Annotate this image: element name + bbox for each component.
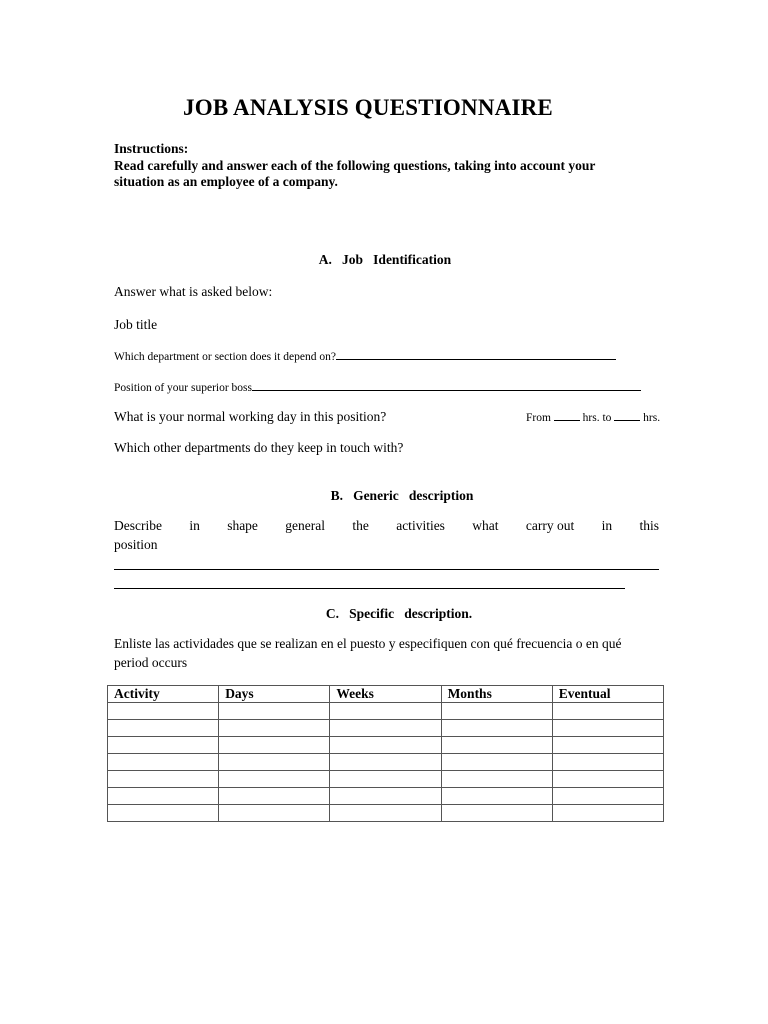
table-cell[interactable] <box>441 720 552 737</box>
table-cell[interactable] <box>108 737 219 754</box>
prompt-word: this <box>639 518 659 533</box>
generic-description-prompt-end: position <box>114 537 158 552</box>
section-a-heading: A. Job Identification <box>318 252 452 267</box>
table-row <box>108 788 664 805</box>
department-answer-field[interactable] <box>336 347 616 360</box>
table-cell[interactable] <box>330 771 441 788</box>
instructions-block <box>114 141 634 191</box>
table-cell[interactable] <box>108 788 219 805</box>
header-days: Days <box>219 686 330 703</box>
table-cell[interactable] <box>108 805 219 822</box>
page-title: JOB ANALYSIS QUESTIONNAIRE <box>183 95 553 120</box>
table-cell[interactable] <box>219 754 330 771</box>
table-cell[interactable] <box>552 737 663 754</box>
hours-end-label: hrs. <box>643 412 661 424</box>
table-row <box>108 754 664 771</box>
superior-question <box>114 378 641 394</box>
table-row <box>108 703 664 720</box>
prompt-word: the <box>352 518 369 533</box>
table-cell[interactable] <box>108 771 219 788</box>
instructions-text: Read carefully and answer each of the following questions, taking into account your situation as an employee of a company. <box>114 157 596 189</box>
table-row <box>108 805 664 822</box>
table-row <box>108 720 664 737</box>
superior-answer-field[interactable] <box>252 378 641 391</box>
job-title-label: Job title <box>114 317 158 332</box>
specific-prompt-line-2: period occurs <box>114 655 188 670</box>
table-cell[interactable] <box>108 720 219 737</box>
table-cell[interactable] <box>552 720 663 737</box>
section-c-heading: C. Specific description. <box>325 606 473 621</box>
table-cell[interactable] <box>108 703 219 720</box>
department-question-label: Which department or section does it depend on? <box>114 351 336 363</box>
table-row <box>108 771 664 788</box>
header-activity: Activity <box>108 686 219 703</box>
prompt-word: what <box>472 518 499 533</box>
table-cell[interactable] <box>330 754 441 771</box>
table-cell[interactable] <box>552 771 663 788</box>
prompt-word: general <box>285 518 326 533</box>
instructions-heading: Instructions: <box>114 141 189 156</box>
prompt-word: activities <box>396 518 445 533</box>
table-cell[interactable] <box>219 703 330 720</box>
header-weeks: Weeks <box>330 686 441 703</box>
activity-frequency-table <box>107 685 664 822</box>
table-cell[interactable] <box>441 805 552 822</box>
table-cell[interactable] <box>330 788 441 805</box>
table-cell[interactable] <box>330 805 441 822</box>
specific-prompt-line-1: Enliste las actividades que se realizan en el puesto y especifiquen con qué frecuencia o en qué <box>114 636 622 651</box>
section-b-heading: B. Generic description <box>330 488 474 503</box>
table-cell[interactable] <box>552 788 663 805</box>
prompt-word: Describe <box>114 518 162 533</box>
prompt-word: in <box>601 518 613 533</box>
table-cell[interactable] <box>330 737 441 754</box>
prompt-word: in <box>189 518 200 533</box>
hours-to-label: hrs. to <box>582 412 612 424</box>
table-header-row <box>108 686 664 703</box>
other-departments-question: Which other departments do they keep in touch with? <box>114 440 404 455</box>
table-cell[interactable] <box>330 703 441 720</box>
department-question <box>114 347 616 363</box>
table-cell[interactable] <box>441 737 552 754</box>
table-cell[interactable] <box>441 703 552 720</box>
superior-question-label: Position of your superior boss <box>114 382 252 394</box>
table-row <box>108 737 664 754</box>
working-hours-fields <box>526 408 660 424</box>
generic-answer-line-2[interactable] <box>114 588 625 589</box>
hours-from-label: From <box>526 412 551 424</box>
hours-to-field[interactable] <box>614 408 640 421</box>
hours-from-field[interactable] <box>554 408 580 421</box>
prompt-word: shape <box>227 518 258 533</box>
table-cell[interactable] <box>441 788 552 805</box>
prompt-word: carry out <box>525 518 575 533</box>
header-eventual: Eventual <box>552 686 663 703</box>
table-cell[interactable] <box>552 703 663 720</box>
working-day-question: What is your normal working day in this position? <box>114 409 387 424</box>
header-months: Months <box>441 686 552 703</box>
table-body <box>108 703 664 822</box>
table-cell[interactable] <box>552 754 663 771</box>
section-a-intro: Answer what is asked below: <box>114 284 273 299</box>
table-cell[interactable] <box>330 720 441 737</box>
table-cell[interactable] <box>441 771 552 788</box>
table-cell[interactable] <box>108 754 219 771</box>
generic-description-prompt <box>114 518 659 534</box>
table-cell[interactable] <box>219 788 330 805</box>
table-cell[interactable] <box>219 720 330 737</box>
table-cell[interactable] <box>219 805 330 822</box>
generic-answer-line-1[interactable] <box>114 569 659 570</box>
table-cell[interactable] <box>441 754 552 771</box>
table-cell[interactable] <box>552 805 663 822</box>
table-cell[interactable] <box>219 771 330 788</box>
table-cell[interactable] <box>219 737 330 754</box>
